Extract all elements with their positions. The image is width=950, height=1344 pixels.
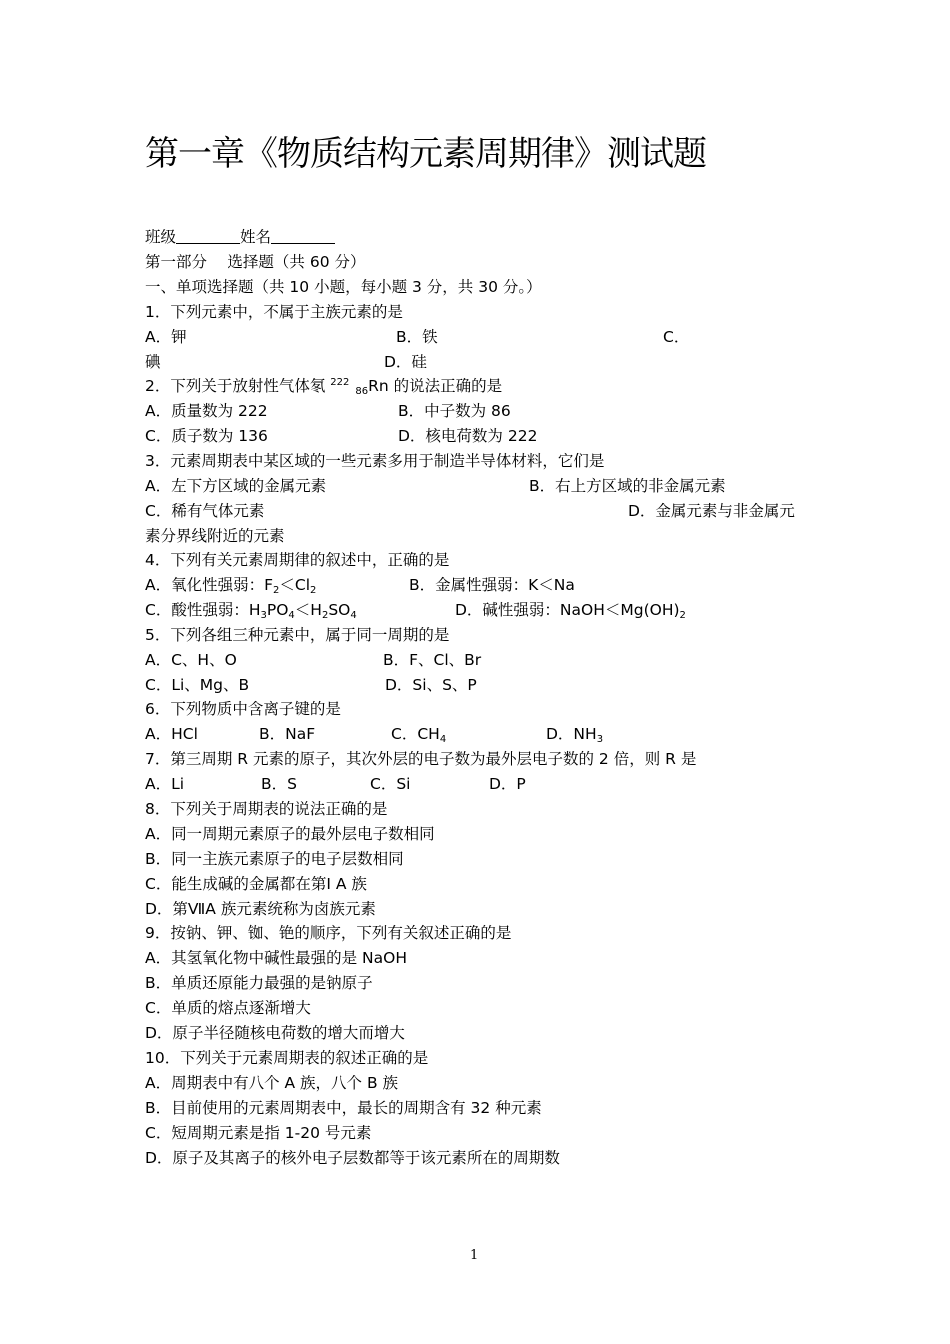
q4-option-a [145, 574, 316, 596]
q4-a-text-2: ＜Cl [279, 576, 311, 594]
q4-c-text: C．酸性强弱：H [145, 601, 261, 619]
q4-d-sub: 2 [679, 610, 686, 621]
q1-option-b: B．铁 [396, 328, 438, 346]
q6-c-text: C．CH [391, 725, 440, 743]
question-9-stem: 9．按钠、钾、铷、铯的顺序，下列有关叙述正确的是 [145, 924, 512, 942]
class-label: 班级 [145, 228, 177, 246]
class-blank [176, 227, 240, 244]
q4-a-sub: 2 [273, 585, 280, 596]
q4-option-d [455, 599, 686, 621]
page-title: 第一章《物质结构元素周期律》测试题 [145, 134, 706, 174]
q4-c-sub-1: 3 [260, 610, 267, 621]
q5-option-d: D．Si、S、P [385, 676, 477, 694]
class-name-line [145, 226, 335, 248]
question-7-stem: 7．第三周期 R 元素的原子，其次外层的电子数为最外层电子数的 2 倍，则 R 是 [145, 750, 697, 768]
page-number: 1 [470, 1248, 479, 1263]
q4-a-sub-2: 2 [310, 585, 317, 596]
q10-option-c: C．短周期元素是指 1-20 号元素 [145, 1124, 372, 1142]
part-heading: 第一部分 选择题（共 60 分） [145, 253, 366, 271]
q4-a-text: A．氧化性强弱：F [145, 576, 274, 594]
q2-stem-text: 2．下列关于放射性气体氡 [145, 377, 331, 395]
q4-option-c [145, 599, 357, 621]
q7-option-a: A．Li [145, 775, 185, 793]
q2-atomic-number: 86 [355, 386, 369, 397]
q8-option-b: B．同一主族元素原子的电子层数相同 [145, 850, 404, 868]
q4-option-b: B．金属性强弱：K＜Na [409, 576, 575, 594]
q3-option-b: B．右上方区域的非金属元素 [529, 477, 726, 495]
q2-option-b: B．中子数为 86 [398, 402, 511, 420]
q6-option-d [546, 723, 603, 745]
question-8-stem: 8．下列关于周期表的说法正确的是 [145, 800, 388, 818]
q4-c-sub-2: 4 [288, 610, 295, 621]
q4-c-sub-3: 2 [321, 610, 329, 621]
question-3-stem: 3．元素周期表中某区域的一些元素多用于制造半导体材料，它们是 [145, 452, 605, 470]
question-2-stem [145, 375, 502, 397]
q3-option-c: C．稀有气体元素 [145, 502, 265, 520]
q4-d-text: D．碱性强弱：NaOH＜Mg(OH) [455, 601, 680, 619]
q8-option-a: A．同一周期元素原子的最外层电子数相同 [145, 825, 435, 843]
q9-option-d: D．原子半径随核电荷数的增大而增大 [145, 1024, 405, 1042]
name-label: 姓名 [240, 228, 272, 246]
q1-option-c-cont: 碘 [145, 353, 161, 371]
q6-d-text: D．NH [546, 725, 597, 743]
q2-element-symbol: Rn [368, 377, 389, 395]
q4-c-text-2: PO [266, 601, 289, 619]
name-blank [271, 227, 335, 244]
q9-option-a: A．其氢氧化物中碱性最强的是 NaOH [145, 949, 407, 967]
q6-d-sub: 3 [596, 734, 604, 745]
q6-option-a: A．HCl [145, 725, 198, 743]
q3-option-d-cont: 素分界线附近的元素 [145, 527, 285, 545]
q4-c-text-3: ＜H [294, 601, 322, 619]
q3-option-d: D．金属元素与非金属元 [628, 502, 795, 520]
q6-option-c [391, 723, 446, 745]
q2-option-d: D．核电荷数为 222 [398, 427, 538, 445]
q7-option-b: B．S [261, 775, 297, 793]
q7-option-d: D．P [489, 775, 526, 793]
q2-mass-number: 222 [330, 377, 350, 388]
q1-option-a: A．钾 [145, 328, 187, 346]
q1-option-d: D．硅 [384, 353, 427, 371]
q1-option-c: C． [663, 328, 690, 346]
q8-option-c: C．能生成碱的金属都在第Ⅰ A 族 [145, 875, 367, 893]
section-heading: 一、单项选择题（共 10 小题，每小题 3 分，共 30 分。） [145, 278, 542, 296]
q5-option-b: B．F、Cl、Br [383, 651, 482, 669]
q4-c-text-4: SO [328, 601, 351, 619]
q9-option-b: B．单质还原能力最强的是钠原子 [145, 974, 373, 992]
question-4-stem: 4．下列有关元素周期律的叙述中，正确的是 [145, 551, 450, 569]
q7-option-c: C．Si [370, 775, 411, 793]
q6-c-sub: 4 [439, 734, 447, 745]
q10-option-a: A．周期表中有八个 A 族，八个 B 族 [145, 1074, 399, 1092]
question-5-stem: 5．下列各组三种元素中，属于同一周期的是 [145, 626, 450, 644]
q3-option-a: A．左下方区域的金属元素 [145, 477, 327, 495]
q10-option-d: D．原子及其离子的核外电子层数都等于该元素所在的周期数 [145, 1149, 560, 1167]
q2-stem-tail: 的说法正确的是 [388, 377, 503, 395]
q4-c-sub-4: 4 [350, 610, 357, 621]
q5-option-a: A．C、H、O [145, 651, 237, 669]
question-10-stem: 10．下列关于元素周期表的叙述正确的是 [145, 1049, 429, 1067]
question-6-stem: 6．下列物质中含离子键的是 [145, 700, 341, 718]
q2-option-a: A．质量数为 222 [145, 402, 268, 420]
question-1-stem: 1．下列元素中，不属于主族元素的是 [145, 303, 403, 321]
q5-option-c: C．Li、Mg、B [145, 676, 250, 694]
q8-option-d: D．第ⅦA 族元素统称为卤族元素 [145, 900, 376, 918]
q10-option-b: B．目前使用的元素周期表中，最长的周期含有 32 种元素 [145, 1099, 542, 1117]
q6-option-b: B．NaF [259, 725, 316, 743]
q2-option-c: C．质子数为 136 [145, 427, 268, 445]
q9-option-c: C．单质的熔点逐渐增大 [145, 999, 311, 1017]
